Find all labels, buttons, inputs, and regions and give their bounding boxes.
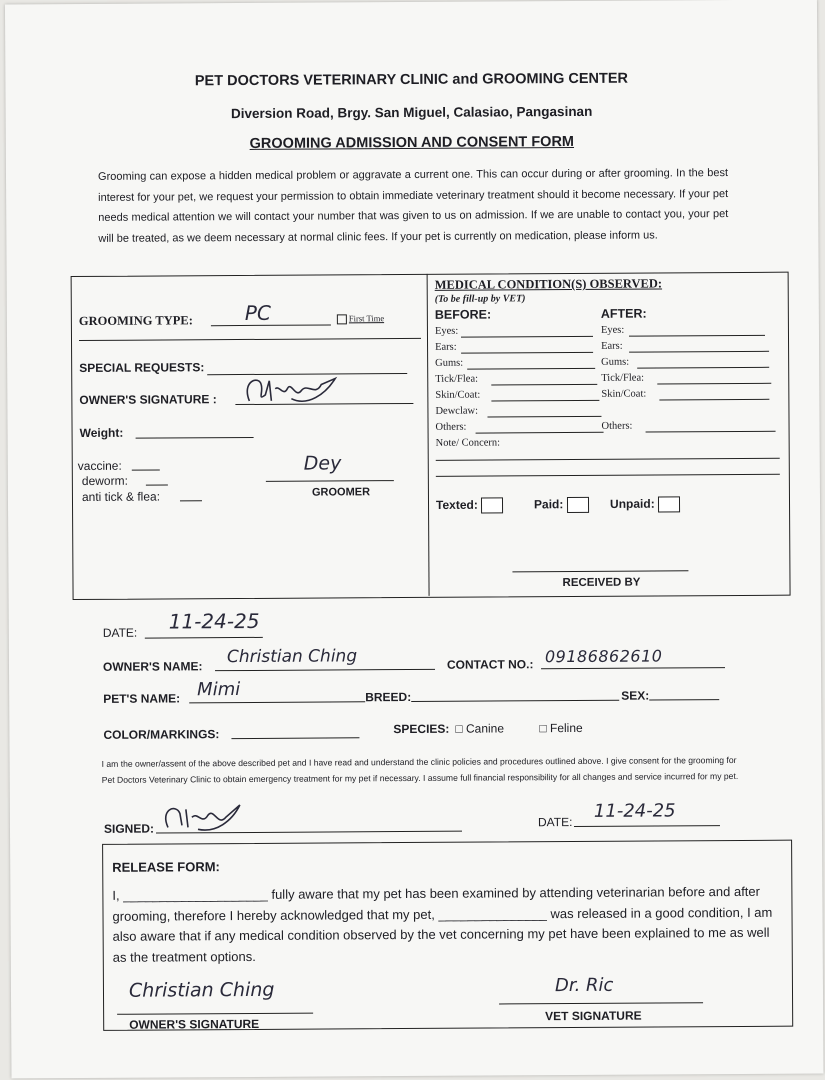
consent-text: I am the owner/assent of the above described pet and I have read and understand the clinic policies and procedures outlined above. I give consent for the grooming for Pet Doctors Veterinary Clinic to obtain emergency treatment for my pet if necessary. I assume full financial responsibility for all changes and service incurred for my pet. xyxy=(101,754,739,785)
first-time-checkbox[interactable] xyxy=(337,313,384,324)
pet-name-value[interactable]: Mimi xyxy=(197,679,241,701)
grooming-type-label: GROOMING TYPE: xyxy=(78,313,193,329)
sex-line[interactable] xyxy=(649,699,719,700)
breed-line[interactable] xyxy=(411,700,619,702)
medical-subtitle: (To be fill-up by VET) xyxy=(434,293,526,305)
texted-field[interactable] xyxy=(436,497,503,513)
texted-checkbox-icon[interactable] xyxy=(481,497,503,513)
after-row: Ears: xyxy=(601,341,646,357)
release-title: RELEASE FORM: xyxy=(112,859,220,875)
consent-date-value[interactable]: 11-24-25 xyxy=(593,800,676,822)
before-row: Ears: xyxy=(435,341,500,357)
contact-line[interactable] xyxy=(541,667,725,669)
grooming-type-value[interactable]: PC xyxy=(244,300,271,325)
paid-label: Paid: xyxy=(533,497,564,512)
before-row: Skin/Coat: xyxy=(435,389,500,405)
feline-option[interactable]: □ Feline xyxy=(539,720,583,736)
groomer-signature: Dey xyxy=(303,452,342,475)
consent-date-line[interactable] xyxy=(574,825,720,827)
form-paper xyxy=(5,0,824,1078)
color-label: COLOR/MARKINGS: xyxy=(103,727,220,742)
signed-label: SIGNED: xyxy=(103,821,155,836)
unpaid-checkbox-icon[interactable] xyxy=(658,496,680,512)
received-by-label: RECEIVED BY xyxy=(562,576,641,590)
before-row: Others: xyxy=(436,421,501,437)
after-row: Tick/Flea: xyxy=(601,373,646,389)
signed-scribble xyxy=(158,799,248,836)
owner-signature-scribble xyxy=(235,370,355,411)
deworm-label: deworm: xyxy=(81,473,128,488)
pet-name-label: PET'S NAME: xyxy=(103,691,181,706)
groomer-label: GROOMER xyxy=(311,486,371,499)
note-concern-label: Note/ Concern: xyxy=(435,437,501,449)
unpaid-label: Unpaid: xyxy=(609,496,655,511)
color-line[interactable] xyxy=(231,737,359,739)
owner-name-label: OWNER'S NAME: xyxy=(102,659,203,674)
clinic-address: Diversion Road, Brgy. San Miguel, Calasiao, Pangasinan xyxy=(230,103,593,122)
medical-title: MEDICAL CONDITION(S) OBSERVED: xyxy=(434,276,663,292)
contact-label: CONTACT NO.: xyxy=(446,657,534,672)
before-label: BEFORE: xyxy=(434,307,492,322)
first-time-label: First Time xyxy=(348,313,385,324)
species-label: SPECIES: xyxy=(393,721,450,737)
before-row: Tick/Flea: xyxy=(435,373,500,389)
paid-checkbox-icon[interactable] xyxy=(567,497,589,513)
intro-paragraph: Grooming can expose a hidden medical problem or aggravate a current one. This can occur during or after grooming. In the best interest for your pet, we request your permission to obtain immediate veterinary treatment should it become necessary. If your pet needs medical attention we will contact your number that was given to us on admission. If we are unable to contact you, your pet will be treated, as we deem necessary at normal clinic fees. If your pet is currently on medication, please inform us. xyxy=(97,167,729,245)
weight-label: Weight: xyxy=(79,425,124,441)
owner-name-value[interactable]: Christian Ching xyxy=(226,646,358,668)
vaccine-label: vaccine: xyxy=(77,458,122,474)
release-text: I, ____________________ fully aware that my pet has been examined by attending veterinarian before and after grooming, therefore I hereby acknowledged that my pet, _______________ was released in a good condition, I am also aware that if any medical condition observed by the vet concerning my pet have been explained to me as well as the treatment options. xyxy=(112,883,773,965)
after-row: Others: xyxy=(602,421,647,437)
before-row: Eyes: xyxy=(435,325,500,341)
vet-release-signature: Dr. Ric xyxy=(554,974,614,997)
vet-signature-label: VET SIGNATURE xyxy=(545,1008,642,1024)
after-row: Skin/Coat: xyxy=(601,389,646,405)
before-row: Dewclaw: xyxy=(435,405,500,421)
owner-signature-footer-label: OWNER'S SIGNATURE xyxy=(129,1016,260,1032)
form-title: GROOMING ADMISSION AND CONSENT FORM xyxy=(249,133,575,152)
vaccine-line[interactable] xyxy=(132,470,160,471)
owner-release-signature: Christian Ching xyxy=(128,978,275,1002)
deworm-line[interactable] xyxy=(146,484,168,485)
contact-value[interactable]: 09186862610 xyxy=(544,646,663,667)
owner-signature-label: OWNER'S SIGNATURE : xyxy=(79,392,217,408)
canine-option[interactable]: □ Canine xyxy=(455,721,505,736)
first-time-box-icon[interactable] xyxy=(337,314,347,324)
clinic-name: PET DOCTORS VETERINARY CLINIC and GROOMING CENTER xyxy=(194,70,629,90)
after-label: AFTER: xyxy=(600,306,647,321)
after-row: Gums: xyxy=(601,357,646,373)
anti-tick-label: anti tick & flea: xyxy=(81,489,161,504)
breed-label: BREED: xyxy=(365,689,412,705)
special-requests-label: SPECIAL REQUESTS: xyxy=(79,360,205,376)
before-list xyxy=(435,325,500,453)
before-row: Gums: xyxy=(435,357,500,373)
after-row: Eyes: xyxy=(601,325,646,341)
pet-name-line[interactable] xyxy=(189,701,365,703)
date-label: DATE: xyxy=(102,625,138,640)
sex-label: SEX: xyxy=(621,688,650,703)
paid-field[interactable] xyxy=(534,497,589,513)
texted-label: Texted: xyxy=(435,497,478,513)
consent-date-label: DATE: xyxy=(537,815,573,830)
date-value[interactable]: 11-24-25 xyxy=(168,608,260,634)
unpaid-field[interactable] xyxy=(610,496,680,512)
anti-tick-line[interactable] xyxy=(180,500,202,501)
owner-name-line[interactable] xyxy=(215,669,435,671)
after-list xyxy=(601,325,647,437)
date-line[interactable] xyxy=(145,637,263,639)
